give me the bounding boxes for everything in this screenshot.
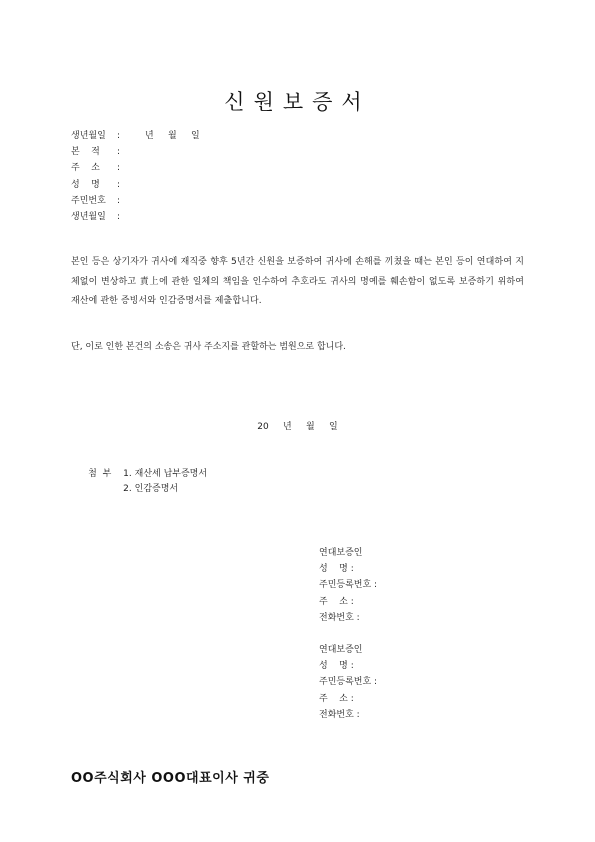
field-colon: : — [117, 147, 121, 158]
field-value: 년 월 일 — [125, 131, 200, 141]
guarantor-address — [319, 594, 377, 610]
field-colon: : — [117, 131, 121, 141]
attachment-item — [71, 451, 208, 479]
field-colon: : — [117, 195, 121, 206]
field-colon: : — [117, 179, 121, 190]
guarantor-address — [319, 691, 377, 707]
guarantor-name-label: 성 명 : — [319, 661, 354, 672]
attachment-label: 2. 인감증명서 — [123, 484, 179, 494]
field-label: 성 명 — [71, 179, 100, 190]
guarantor-address-label: 주 소 : — [319, 596, 354, 607]
guarantor-block-1 — [319, 545, 377, 626]
guarantor-id — [319, 577, 377, 593]
field-colon: : — [117, 163, 121, 174]
field-label: 주민번호 — [71, 195, 106, 206]
person-fields — [71, 128, 200, 225]
field-label: 주 소 — [71, 163, 100, 174]
attachments-heading: 첨 부 — [88, 468, 112, 479]
guarantor-phone-label: 전화번호 : — [319, 612, 360, 623]
field-label: 본 적 — [71, 147, 100, 158]
guarantor-phone — [319, 610, 377, 626]
field-colon: : — [117, 211, 121, 222]
guarantor-name — [319, 561, 377, 577]
addressee-line: OO주식회사 OOO대표이사 귀중 — [71, 771, 270, 786]
guarantor-id-label: 주민등록번호 : — [319, 677, 378, 688]
guarantor-block-2 — [319, 642, 377, 723]
field-address — [71, 160, 200, 176]
field-name — [71, 177, 200, 193]
attachment-label: 1. 재산세 납부증명서 — [123, 468, 208, 479]
guarantor-phone — [319, 707, 377, 723]
document-title: 신원보증서 — [224, 90, 371, 114]
guarantor-id — [319, 674, 377, 690]
guarantor-address-label: 주 소 : — [319, 693, 354, 704]
guarantor-name-label: 성 명 : — [319, 564, 354, 575]
guarantor-id-label: 주민등록번호 : — [319, 580, 378, 591]
guarantor-title: 연대보증인 — [319, 645, 363, 655]
field-domicile — [71, 144, 200, 160]
guarantee-paragraph: 본인 등은 상기자가 귀사에 재직중 향후 5년간 신원을 보증하여 귀사에 손해를 끼쳤을 때는 본인 등이 연대하여 지체없이 변상하고 責上에 관한 일체의 책임을 인수하여 추호라도 귀사의 명예를 훼손함이 없도록 보증하기 위하여 재산에 관한 증빙서와 인감증명서를 제출합니다. — [71, 257, 524, 306]
attachments — [71, 451, 208, 494]
field-label: 생년월일 — [71, 211, 106, 222]
guarantor-phone-label: 전화번호 : — [319, 709, 360, 720]
field-birthdate-2 — [71, 209, 200, 225]
field-birthdate — [71, 128, 200, 144]
jurisdiction-note: 단, 이로 인한 본건의 소송은 귀사 주소지를 관할하는 범원으로 합니다. — [71, 342, 346, 352]
document-date: 20 년 월 일 — [257, 422, 338, 432]
field-label: 생년월일 — [71, 131, 106, 141]
field-resident-number — [71, 193, 200, 209]
guarantor-title: 연대보증인 — [319, 548, 363, 558]
guarantor-name — [319, 658, 377, 674]
